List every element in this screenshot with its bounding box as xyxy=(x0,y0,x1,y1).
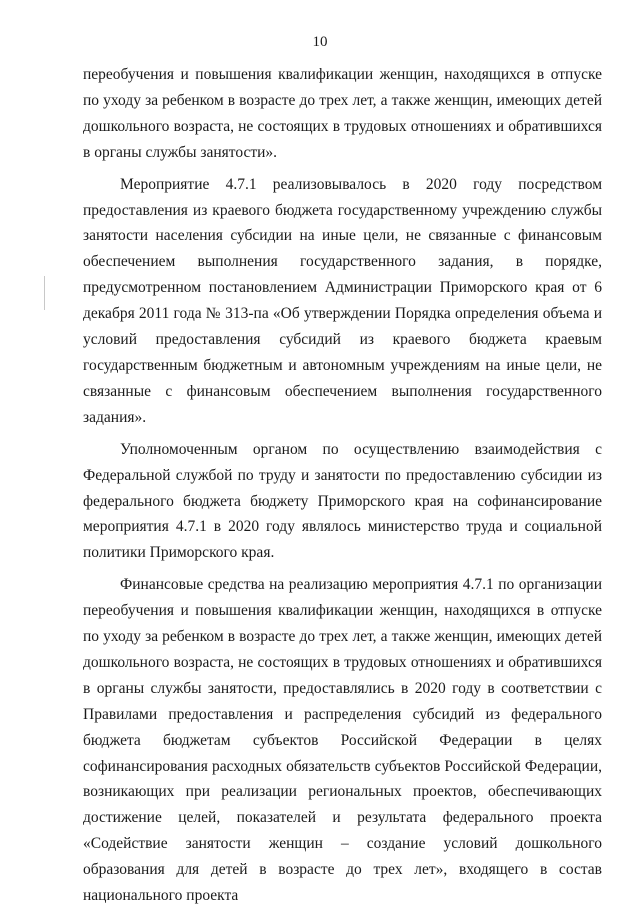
paragraph-authorized-body: Уполномоченным органом по осуществлению взаимодействия с Федеральной службой по труду и занятости по предоставлению субсидии из федерального бюджета бюджету Приморского края на софинансирование мероприятия 4.7.1 в 2020 году являлось министерство труда и социальной политики Приморского края. xyxy=(83,440,602,562)
document-body xyxy=(83,62,602,915)
paragraph-financing: Финансовые средства на реализацию мероприятия 4.7.1 по организации переобучения и повышения квалификации женщин, находящихся в отпуске по уходу за ребенком в возрасте до трех лет, а также женщин, имеющих детей дошкольного возраста, не состоящих в трудовых отношениях и обратившихся в органы службы занятости, предоставлялись в 2020 году в соответствии с Правилами предоставления и распределения субсидий из федерального бюджета бюджетам субъектов Российской Федерации в целях софинансирования расходных обязательств субъектов Российской Федерации, возникающих при реализации региональных проектов, обеспечивающих достижение целей, показателей и результата федерального проекта «Содействие занятости женщин – создание условий дошкольного образования для детей в возрасте до трех лет», входящего в состав национального проекта xyxy=(83,576,602,905)
paragraph-measure-implementation: Мероприятие 4.7.1 реализовывалось в 2020 году посредством предоставления из краевого бюджета государственному учреждению службы занятости населения субсидии на иные цели, не связанные с финансовым обеспечением выполнения государственного задания, в порядке, предусмотренном постановлением Администрации Приморского края от 6 декабря 2011 года № 313-па «Об утверждении Порядка определения объема и условий предоставления субсидий из краевого бюджета краевым государственным бюджетным и автономным учреждениям на иные цели, не связанные с финансовым обеспечением выполнения государственного задания». xyxy=(83,175,602,426)
scan-margin-mark xyxy=(44,276,45,310)
page-number: 10 xyxy=(312,34,328,50)
paragraph-continuation: переобучения и повышения квалификации женщин, находящихся в отпуске по уходу за ребенком в возрасте до трех лет, а также женщин, имеющих детей дошкольного возраста, не состоящих в трудовых отношениях и обратившихся в органы службы занятости». xyxy=(83,66,602,161)
